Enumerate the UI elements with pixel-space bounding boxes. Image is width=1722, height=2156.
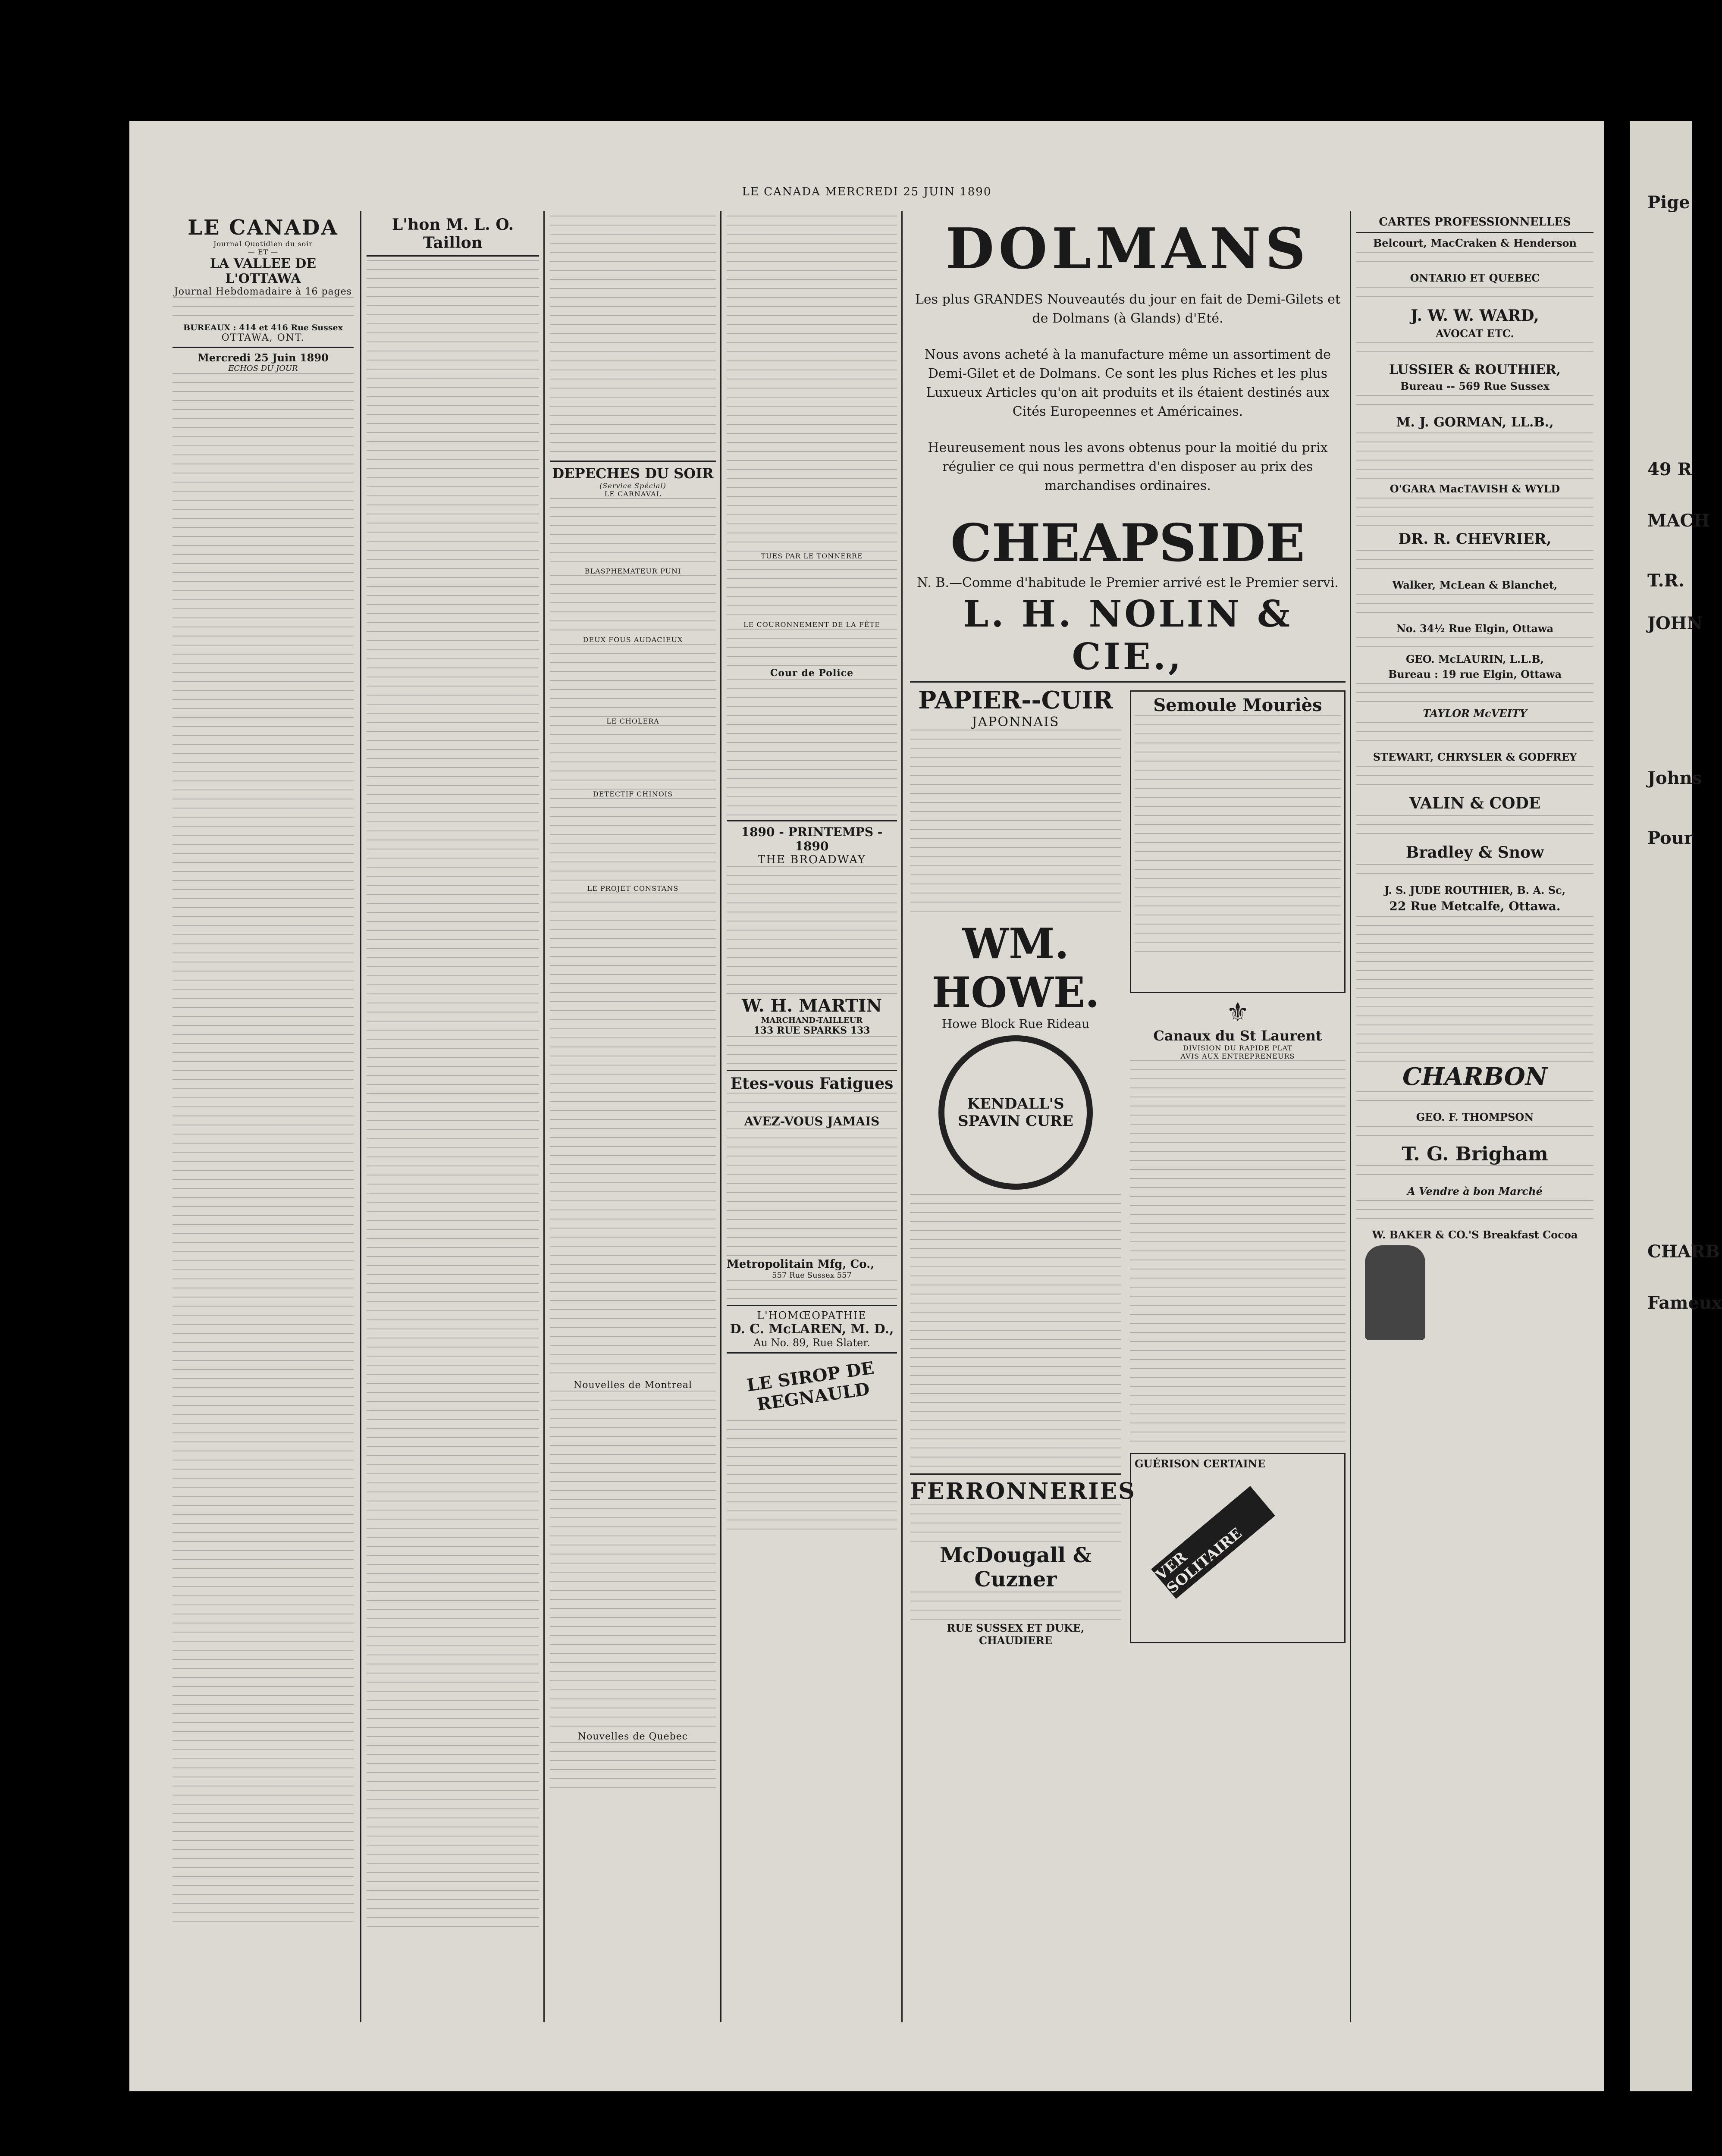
dispatch-title: Nouvelles de Montreal: [573, 1380, 693, 1391]
column-rule: [543, 211, 545, 2022]
ad-text: [727, 1128, 897, 1258]
card-entry: Bureau : 19 rue Elgin, Ottawa: [1388, 668, 1562, 680]
article-text: [550, 798, 716, 884]
article-text: [550, 1742, 716, 1794]
card-text: [1356, 1165, 1593, 1182]
column-rule: [901, 211, 903, 2022]
rule: [727, 1305, 897, 1306]
column-depeches: [550, 216, 716, 1794]
adjacent-fragment: Fameux: [1647, 1293, 1722, 1313]
ad-text: [727, 1420, 897, 1532]
issue-date: Mercredi 25 Juin 1890: [198, 351, 329, 364]
rule: [173, 347, 354, 348]
metro-name: Metropolitain Mfg, Co.,: [727, 1258, 875, 1271]
card-entry: DR. R. CHEVRIER,: [1398, 530, 1552, 548]
article-text: [550, 644, 716, 717]
papier-title: PAPIER--CUIR: [918, 686, 1113, 714]
martin-name: W. H. MARTIN: [741, 996, 882, 1016]
rule: [910, 681, 1346, 683]
martin-address: 133 RUE SPARKS 133: [753, 1025, 870, 1036]
semoule-title: Semoule Mouriès: [1153, 695, 1322, 715]
city: OTTAWA, ONT.: [221, 332, 305, 343]
section-title: ECHOS DU JOUR: [228, 364, 298, 373]
article-text: [173, 373, 354, 1925]
adjacent-page: [1630, 121, 1722, 2091]
card-text: [1356, 916, 1593, 1062]
masthead-separator: — ET —: [248, 248, 279, 256]
column-taillon: [367, 216, 539, 1933]
canaux-sub-2: AVIS AUX ENTREPRENEURS: [1180, 1052, 1295, 1060]
newspaper-page: [129, 121, 1604, 2091]
masthead-subtitle: Journal Quotidien du soir: [213, 240, 313, 248]
article-text: [550, 725, 716, 790]
broadway-name: THE BROADWAY: [757, 853, 866, 866]
column-rule: [720, 211, 721, 2022]
homeo-address: Au No. 89, Rue Slater.: [753, 1337, 870, 1349]
column-center-ads: [910, 216, 1346, 1807]
ad-text: [727, 1036, 897, 1066]
woodland-title: A Vendre à bon Marché: [1407, 1185, 1543, 1197]
article-text: [727, 679, 897, 817]
card-entry: ONTARIO ET QUEBEC: [1410, 272, 1540, 284]
article-text: [367, 260, 539, 1933]
card-text: [1356, 683, 1593, 705]
guerison-ad: [1130, 1453, 1346, 1643]
baker-title: W. BAKER & CO.'S Breakfast Cocoa: [1372, 1228, 1578, 1241]
item-title: LE COURONNEMENT DE LA FÊTE: [743, 620, 880, 629]
article-text: [550, 1391, 716, 1731]
homeo-doctor: D. C. McLAREN, M. D.,: [730, 1322, 894, 1337]
jamais-headline: AVEZ-VOUS JAMAIS: [744, 1114, 880, 1128]
dispatch-title: DEUX FOUS AUDACIEUX: [583, 636, 683, 644]
article-text: [550, 216, 716, 457]
howe-address: Howe Block Rue Rideau: [941, 1017, 1090, 1031]
ver-banner: VER SOLITAIRE: [1151, 1486, 1275, 1599]
charbon-title: CHARBON: [1402, 1062, 1547, 1091]
brigham-name: T. G. Brigham: [1402, 1143, 1548, 1165]
papier-sub: JAPONNAIS: [972, 714, 1060, 730]
column-rule: [360, 211, 361, 2022]
column-rule: [1350, 211, 1351, 2022]
ad-text: [910, 1504, 1121, 1543]
card-entry: J. S. JUDE ROUTHIER, B. A. Sc,: [1384, 884, 1566, 896]
dolmans-text: Les plus GRANDES Nouveautés du jour en fait de Demi-Gilets et de Dolmans (à Glands) d'Eté.: [915, 292, 1341, 326]
adjacent-fragment: JOHN: [1647, 613, 1703, 633]
nolin-title: L. H. NOLIN & CIE.,: [963, 592, 1292, 678]
adjacent-fragment: Pige: [1647, 192, 1690, 213]
rule: [910, 1473, 1121, 1475]
masthead-title-2: LA VALLEE DE L'OTTAWA: [210, 256, 317, 286]
canaux-title: Canaux du St Laurent: [1153, 1028, 1322, 1044]
item-title: TUES PAR LE TONNERRE: [761, 552, 863, 560]
adjacent-fragment: Pour: [1647, 828, 1693, 848]
card-entry: AVOCAT ETC.: [1436, 327, 1514, 340]
semoule-ad: [1130, 690, 1346, 993]
running-head: LE CANADA MERCREDI 25 JUIN 1890: [742, 185, 992, 198]
ferro-title: FERRONNERIES: [910, 1478, 1136, 1504]
horseshoe-logo-icon: [938, 1035, 1093, 1190]
thompson-name: GEO. F. THOMPSON: [1416, 1111, 1534, 1123]
dolmans-title: DOLMANS: [945, 216, 1310, 282]
adjacent-fragment: 49 R: [1647, 459, 1692, 479]
item-title: Cour de Police: [770, 667, 854, 679]
card-entry: STEWART, CHRYSLER & GODFREY: [1373, 751, 1577, 763]
rule: [727, 820, 897, 821]
card-entry: TAYLOR McVEITY: [1423, 707, 1527, 720]
guerison-title: GUÉRISON CERTAINE: [1135, 1457, 1265, 1470]
rule: [1356, 232, 1593, 233]
masthead-weekly: Journal Hebdomadaire à 16 pages: [174, 286, 352, 297]
card-entry: M. J. GORMAN, LL.B.,: [1396, 415, 1554, 430]
ad-text: [1130, 1060, 1346, 1448]
mcdougall-address: RUE SUSSEX ET DUKE, CHAUDIERE: [947, 1622, 1085, 1647]
dispatch-title: BLASPHEMATEUR PUNI: [584, 567, 681, 575]
card-entry: GEO. McLAURIN, L.L.B,: [1406, 653, 1544, 665]
card-text: [1356, 550, 1593, 576]
card-text: [1356, 864, 1593, 881]
card-text: [1356, 342, 1593, 360]
card-text: [1356, 637, 1593, 650]
mcdougall-title: McDougall & Cuzner: [939, 1543, 1092, 1592]
card-text: [1356, 1091, 1593, 1108]
cards-title: CARTES PROFESSIONNELLES: [1379, 216, 1571, 229]
fatigues-headline: Etes-vous Fatigues: [730, 1075, 894, 1093]
card-entry: Walker, McLean & Blanchet,: [1392, 579, 1558, 591]
article-text: [727, 216, 897, 552]
card-text: [1356, 594, 1593, 620]
card-text: [1356, 395, 1593, 412]
article-text: [550, 893, 716, 1380]
adjacent-fragment: CHARB: [1647, 1241, 1720, 1262]
broadway-years: 1890 - PRINTEMPS - 1890: [741, 825, 883, 853]
bureaux: BUREAUX : 414 et 416 Rue Sussex: [183, 323, 343, 332]
rule: [367, 255, 539, 257]
card-text: [1356, 815, 1593, 841]
card-text: [1356, 252, 1593, 269]
rule: [550, 461, 716, 462]
card-entry: 22 Rue Metcalfe, Ottawa.: [1389, 899, 1561, 913]
depeches-heading: DEPECHES DU SOIR: [552, 465, 714, 482]
dispatch-title: LE CARNAVAL: [604, 490, 662, 498]
adjacent-fragment: MACH: [1647, 511, 1710, 531]
card-entry: LUSSIER & ROUTHIER,: [1389, 362, 1561, 377]
card-entry: Bradley & Snow: [1405, 843, 1544, 862]
ad-text: [910, 730, 1121, 919]
dolmans-text-2: Nous avons acheté à la manufacture même un assortiment de Demi-Gilet et de Dolmans. Ce sont les plus Riches et les plus Luxueux Articles qu'on ait produits et ils étaient destinés aux Cités Europeennes et Américaines.: [925, 347, 1331, 419]
dispatch-title: DETECTIF CHINOIS: [593, 790, 673, 798]
card-text: [1356, 432, 1593, 480]
woman-illustration-icon: [1365, 1245, 1425, 1340]
card-text: [1356, 722, 1593, 748]
ad-text: [727, 1280, 897, 1301]
depeches-sub: (Service Spécial): [599, 482, 666, 490]
rule: [727, 1352, 897, 1354]
column-ads-left: [727, 216, 897, 1532]
rule: [727, 1070, 897, 1071]
ad-text: [1135, 715, 1341, 957]
dolmans-text-3: Heureusement nous les avons obtenus pour la moitié du prix régulier ce qui nous permettra d'en disposer au prix des marchandises ordinaires.: [928, 440, 1328, 493]
howe-title: WM. HOWE.: [932, 919, 1100, 1017]
article-text: [550, 498, 716, 567]
card-entry: Bureau -- 569 Rue Sussex: [1400, 380, 1550, 392]
metro-address: 557 Rue Sussex 557: [772, 1271, 852, 1280]
homeo-title: L'HOMŒOPATHIE: [757, 1310, 867, 1322]
article-text: [727, 560, 897, 620]
card-text: [1356, 1200, 1593, 1226]
masthead-title: LE CANADA: [188, 216, 339, 240]
kendall-title: KENDALL'S SPAVIN CURE: [958, 1095, 1073, 1130]
dispatch-title: Nouvelles de Quebec: [577, 1731, 688, 1742]
card-entry: Belcourt, MacCraken & Henderson: [1373, 237, 1577, 249]
column-cards: [1356, 216, 1593, 1340]
coat-of-arms-icon: ⚜: [1226, 997, 1249, 1028]
card-text: [1356, 287, 1593, 304]
card-text: [1356, 766, 1593, 792]
card-entry: O'GARA MacTAVISH & WYLD: [1390, 483, 1560, 495]
dispatch-title: LE CHOLERA: [606, 717, 659, 725]
card-entry: J. W. W. WARD,: [1411, 307, 1539, 325]
sirop-title: LE SIROP DE REGNAULD: [745, 1357, 875, 1415]
article-text: [550, 575, 716, 636]
article-text: [727, 629, 897, 667]
martin-sub: MARCHAND-TAILLEUR: [761, 1016, 863, 1025]
ad-text: [910, 1592, 1121, 1622]
staff-lines: [173, 297, 354, 323]
canaux-sub: DIVISION DU RAPIDE PLAT: [1183, 1044, 1292, 1052]
adjacent-fragment: T.R.: [1647, 570, 1684, 591]
card-entry: No. 34½ Rue Elgin, Ottawa: [1396, 622, 1554, 635]
card-text: [1356, 1126, 1593, 1143]
ad-text: [727, 866, 897, 996]
adjacent-fragment: Johns: [1647, 768, 1702, 788]
cheapside-title: CHEAPSIDE: [950, 513, 1305, 573]
card-entry: VALIN & CODE: [1409, 794, 1541, 812]
card-text: [1356, 498, 1593, 528]
cheapside-text: N. B.—Comme d'habitude le Premier arrivé est le Premier servi.: [917, 575, 1339, 590]
ad-text: [727, 1093, 897, 1114]
article-headline: L'hon M. L. O. Taillon: [392, 216, 514, 252]
dispatch-title: LE PROJET CONSTANS: [587, 884, 679, 893]
ad-text: [910, 1194, 1121, 1470]
column-masthead: [173, 216, 354, 1925]
